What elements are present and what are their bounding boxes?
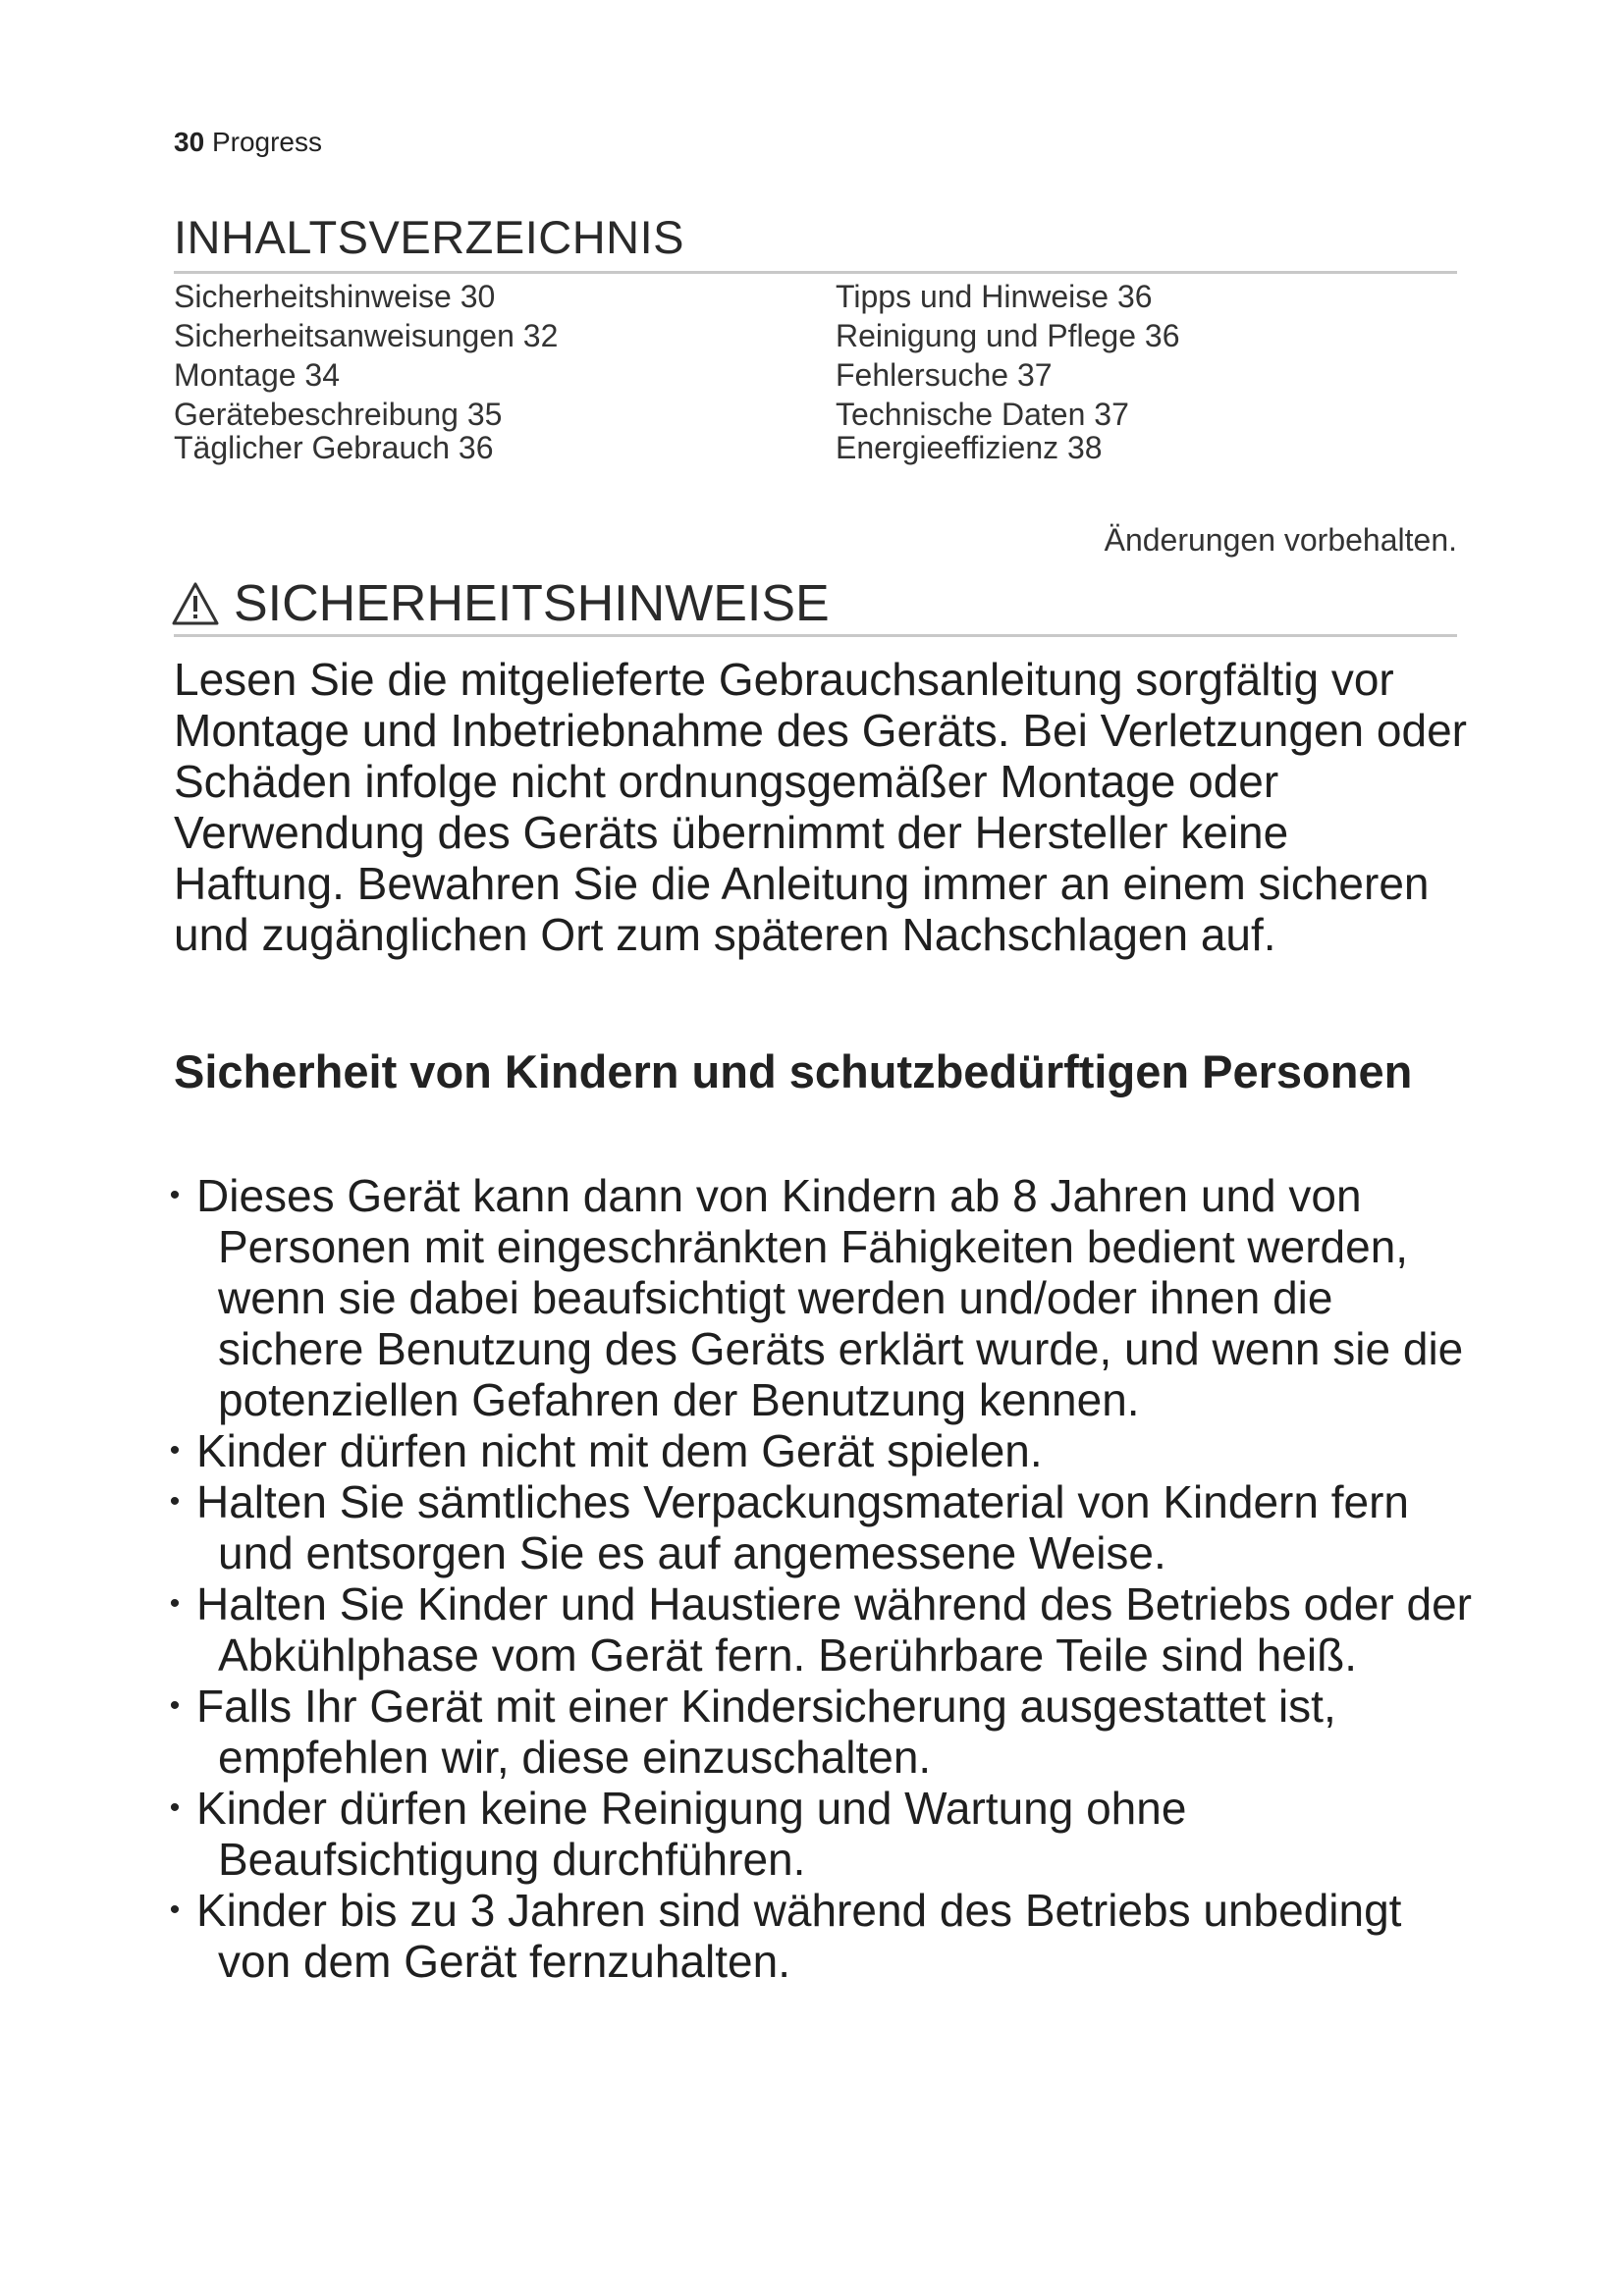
safety-section-title: SICHERHEITSHINWEISE <box>234 575 830 632</box>
page-number: 30 <box>174 127 205 157</box>
list-item-text: Kinder dürfen keine Reinigung und Wartung ohne Beaufsichtigung durchführen. <box>196 1783 1187 1885</box>
children-safety-list <box>174 1170 1480 1987</box>
toc-right-column <box>836 277 1180 465</box>
toc-entry[interactable]: Montage 34 <box>174 357 341 393</box>
brand-name: Progress <box>211 127 322 157</box>
toc-title: INHALTSVERZEICHNIS <box>174 211 684 263</box>
list-item <box>174 1681 1480 1783</box>
list-item-text: Kinder bis zu 3 Jahren sind während des Betriebs unbedingt von dem Gerät fernzuhalten. <box>196 1885 1402 1987</box>
safety-intro-paragraph: Lesen Sie die mitgelieferte Gebrauchsanleitung sorgfältig vor Montage und Inbetriebnahme des Geräts. Bei Verletzungen oder Schäden infolge nicht ordnungsgemäßer Montage oder Verwendung des Geräts übernimmt der Hersteller keine Haftung. Bewahren Sie die Anleitung immer an einem sicheren und zugänglichen Ort zum späteren Nachschlagen auf. <box>174 654 1467 960</box>
toc-entry[interactable]: Sicherheitsanweisungen 32 <box>174 318 559 353</box>
list-item-text: Falls Ihr Gerät mit einer Kindersicherung ausgestattet ist, empfehlen wir, diese einzuschalten. <box>196 1681 1336 1783</box>
toc-entry[interactable]: Tipps und Hinweise 36 <box>836 279 1153 314</box>
warning-triangle-icon <box>171 581 220 626</box>
list-item <box>174 1170 1480 1425</box>
list-item <box>174 1476 1480 1578</box>
list-item-text: Dieses Gerät kann dann von Kindern ab 8 Jahren und von Personen mit eingeschränkten Fähigkeiten bedient werden, wenn sie dabei beaufsichtigt werden und/oder ihnen die sichere Benutzung des Geräts erklärt wurde, und wenn sie die potenziellen Gefahren der Benutzung kennen. <box>196 1170 1464 1425</box>
toc-entry[interactable]: Sicherheitshinweise 30 <box>174 279 496 314</box>
toc-entry[interactable]: Fehlersuche 37 <box>836 357 1053 393</box>
list-item <box>174 1425 1480 1476</box>
toc-entry[interactable]: Gerätebeschreibung 35 <box>174 397 503 432</box>
toc-divider <box>174 271 1457 274</box>
toc-entry[interactable]: Energieeffizienz 38 <box>836 430 1103 465</box>
list-item-text: Halten Sie sämtliches Verpackungsmaterial von Kindern fern und entsorgen Sie es auf angemessene Weise. <box>196 1476 1409 1578</box>
toc-entry[interactable]: Reinigung und Pflege 36 <box>836 318 1180 353</box>
list-item-text: Halten Sie Kinder und Haustiere während des Betriebs oder der Abkühlphase vom Gerät fern. Berührbare Teile sind heiß. <box>196 1578 1472 1681</box>
changes-reserved-note: Änderungen vorbehalten. <box>1104 522 1457 558</box>
list-item-text: Kinder dürfen nicht mit dem Gerät spielen. <box>196 1425 1043 1476</box>
toc-left-column <box>174 277 558 465</box>
list-item <box>174 1885 1480 1987</box>
children-safety-heading: Sicherheit von Kindern und schutzbedürftigen Personen <box>174 1045 1413 1097</box>
safety-divider <box>174 634 1457 637</box>
safety-section-heading <box>171 571 830 636</box>
page-header <box>174 126 322 159</box>
list-item <box>174 1578 1480 1681</box>
toc-entry[interactable]: Täglicher Gebrauch 36 <box>174 430 494 465</box>
list-item <box>174 1783 1480 1885</box>
toc-entry[interactable]: Technische Daten 37 <box>836 397 1129 432</box>
